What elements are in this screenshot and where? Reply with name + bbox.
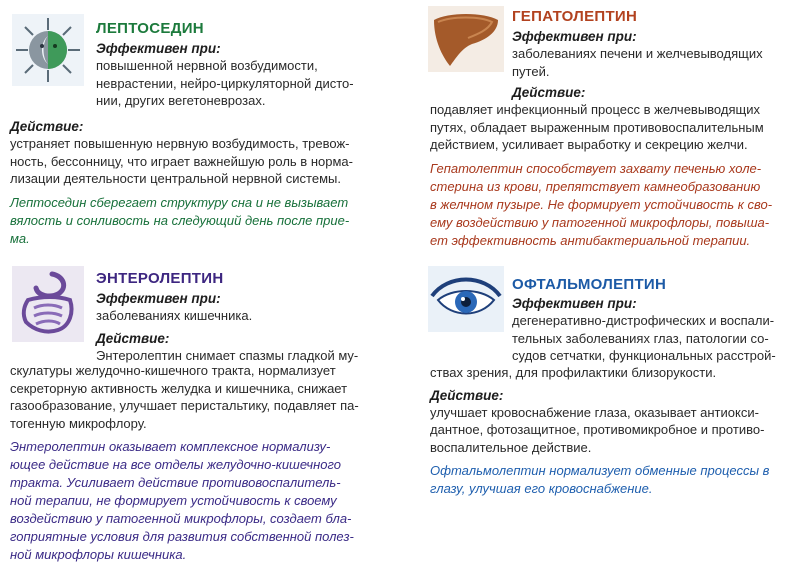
entero-action-line: скулатуры желудочно-кишечного тракта, нормализует <box>10 363 336 378</box>
gepato-note-line: в желчном пузыре. Не формирует устойчивость к сво- <box>430 196 773 212</box>
entero-note-line: ной микрофлоры кишечника. <box>10 547 187 562</box>
gepato-action-line: путях, обладает выраженным противовоспалительным <box>430 119 764 135</box>
lepto-note-line: Лептоседин сберегает структуру сна и не вызывает <box>10 194 349 210</box>
gepato-action-line: подавляет инфекционный процесс в желчевыводящих <box>430 102 760 117</box>
oftalmo-effective-label: Эффективен при: <box>512 296 637 311</box>
entero-note-line: Энтеролептин оказывает комплексное нормализу- <box>10 439 331 454</box>
lepto-note-line: ма. <box>10 230 30 246</box>
entero-action-line: секреторную активность желудка и кишечника, снижает <box>10 380 348 396</box>
entero-note-line: воздействию у патогенной микрофлоры, создает бла- <box>10 511 352 526</box>
oftalmo-action-line: дантное, фотозащитное, противомикробное и противо- <box>430 422 765 437</box>
gepato-title: ГЕПАТОЛЕПТИН <box>512 8 638 25</box>
intestine-icon <box>12 266 84 342</box>
entero-action-line: тогенную микрофлору. <box>10 415 147 431</box>
gepato-note-line: ет эффективность антибактериальной терапии. <box>430 232 751 248</box>
oftalmo-action-label: Действие: <box>430 387 504 403</box>
gepato-action-label: Действие: <box>512 85 586 100</box>
lepto-action-label: Действие: <box>10 119 84 134</box>
oftalmo-note-line: глазу, улучшая его кровоснабжение. <box>430 481 653 496</box>
entero-effective-label: Эффективен при: <box>96 291 221 306</box>
lepto-effective-line: повышенной нервной возбудимости, <box>96 58 318 73</box>
entero-note-line: тракта. Усиливает действие противовоспалитель- <box>10 475 341 490</box>
gepato-action-line: действием, усиливает выработку и секрецию желчи. <box>430 137 748 152</box>
entero-note-line: гоприятные условия для развития собственной полез- <box>10 529 354 544</box>
sun-moon-icon <box>12 14 84 86</box>
gepato-effective-label: Эффективен при: <box>512 29 637 44</box>
entero-action-line: газообразование, улучшает перистальтику, подавляет па- <box>10 398 359 413</box>
gepato-note-line: ему воздействию у патогенной микрофлоры, повыша- <box>430 214 770 230</box>
oftalmo-action-line: воспалительное действие. <box>430 439 592 455</box>
oftalmo-title: ОФТАЛЬМОЛЕПТИН <box>512 276 667 293</box>
entero-title: ЭНТЕРОЛЕПТИН <box>96 270 224 287</box>
oftalmo-note-line: Офтальмолептин нормализует обменные процессы в <box>430 463 770 478</box>
entero-effective-line: заболеваниях кишечника. <box>96 308 253 323</box>
lepto-effective-label: Эффективен при: <box>96 41 221 56</box>
oftalmo-action-line: улучшает кровоснабжение глаза, оказывает антиокси- <box>430 404 759 420</box>
oftalmo-effective-line: судов сетчатки, функциональных расстрой- <box>512 348 776 363</box>
lepto-note-line: вялость и сонливость на следующий день после прие- <box>10 212 350 228</box>
gepato-note-line: Гепатолептин способствует захвату печенью холе- <box>430 160 762 176</box>
oftalmo-effective-line: ствах зрения, для профилактики близорукости. <box>430 365 717 380</box>
entero-note-line: ющее действие на все отделы желудочно-кишечного <box>10 457 341 472</box>
entero-note-line: ной терапии, не формирует устойчивость к своему <box>10 493 337 508</box>
entero-action-label: Действие: <box>96 330 170 346</box>
entero-action-line: Энтеролептин снимает спазмы гладкой му- <box>96 347 359 363</box>
eye-icon <box>428 266 504 332</box>
lepto-title: ЛЕПТОСЕДИН <box>96 20 204 37</box>
gepato-note-line: стерина из крови, препятствует камнеобразованию <box>430 178 761 194</box>
oftalmo-effective-line: дегенеративно-дистрофических и воспали- <box>512 313 775 328</box>
lepto-action-line: ность, бессонницу, что играет важнейшую роль в норма- <box>10 153 353 169</box>
gepato-effective-line: заболеваниях печени и желчевыводящих <box>512 46 763 61</box>
lepto-action-line: лизации деятельности центральной нервной системы. <box>10 171 341 186</box>
lepto-action-line: устраняет повышенную нервную возбудимость, тревож- <box>10 136 350 151</box>
gepato-effective-line: путей. <box>512 63 550 79</box>
lepto-effective-line: неврастении, нейро-циркуляторной дисто- <box>96 75 354 91</box>
liver-icon <box>428 6 504 72</box>
lepto-effective-line: нии, других вегетоневрозах. <box>96 93 266 108</box>
oftalmo-effective-line: тельных заболеваниях глаз, патологии со- <box>512 330 769 346</box>
